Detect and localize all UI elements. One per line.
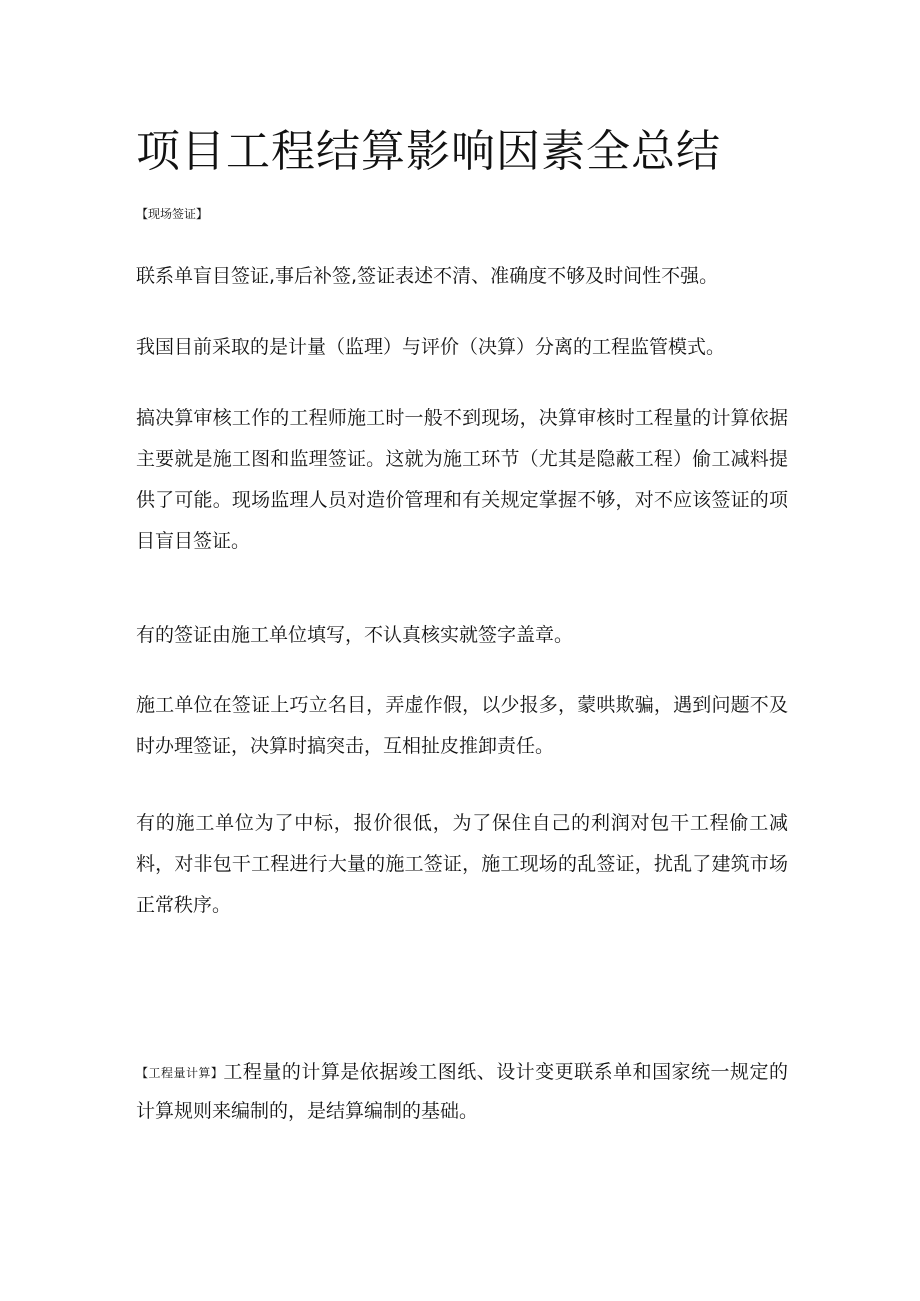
- section-tag-site-visa: 【现场签证】: [136, 207, 209, 221]
- paragraph-6: 有的施工单位为了中标，报价很低，为了保住自己的利润对包干工程偷工减料，对非包干工程进行大量的施工签证，施工现场的乱签证，扰乱了建筑市场正常秩序。: [136, 812, 788, 916]
- section-tag-quantity: 【工程量计算】: [136, 1066, 224, 1080]
- paragraph-3: 搞决算审核工作的工程师施工时一般不到现场，决算审核时工程量的计算依据主要就是施工图和监理签证。这就为施工环节（尤其是隐蔽工程）偷工减料提供了可能。现场监理人员对造价管理和有关规定掌握不够，对不应该签证的项目盲目签证。: [136, 407, 788, 552]
- paragraph-4: 有的签证由施工单位填写，不认真核实就签字盖章。: [136, 624, 574, 646]
- quantity-paragraph-text: 工程量的计算是依据竣工图纸、设计变更联系单和国家统一规定的计算规则来编制的，是结算编制的基础。: [136, 1061, 788, 1122]
- document-title: 项目工程结算影响因素全总结: [136, 126, 721, 177]
- paragraph-2: 我国目前采取的是计量（监理）与评价（决算）分离的工程监管模式。: [136, 336, 726, 358]
- paragraph-1: 联系单盲目签证,事后补签,签证表述不清、准确度不够及时间性不强。: [136, 265, 719, 287]
- quantity-paragraph: [136, 1053, 788, 1130]
- paragraph-5: 施工单位在签证上巧立名目，弄虚作假，以少报多，蒙哄欺骗，遇到问题不及时办理签证，决算时搞突击，互相扯皮推卸责任。: [136, 694, 788, 757]
